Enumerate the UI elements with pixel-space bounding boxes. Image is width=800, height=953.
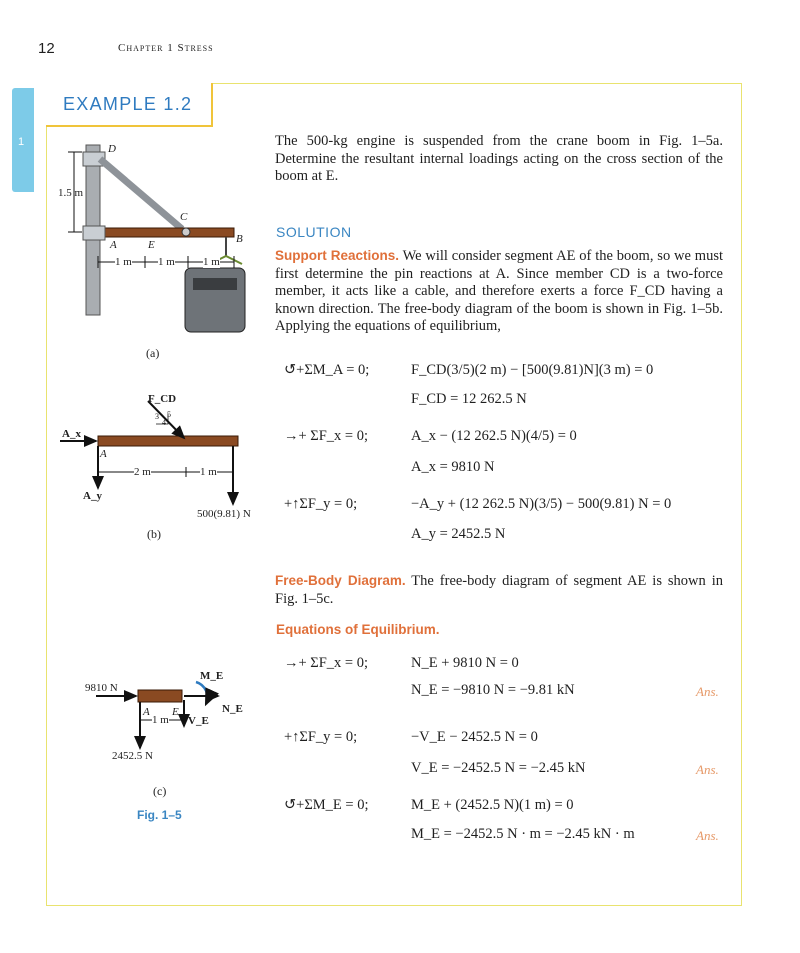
me-moment-arrow — [196, 682, 207, 704]
label-b: B — [236, 233, 243, 245]
tri-4: 4 — [162, 418, 166, 427]
label-a-b: A — [100, 448, 107, 460]
fcd-arrow — [148, 401, 184, 438]
dim-1m: 1 m — [200, 466, 217, 478]
engine-detail — [193, 278, 237, 290]
label-ay: A_y — [83, 490, 102, 502]
support-reactions-text: We will consider segment AE of the boom, so we must first determine the pin reactions at A. Since member CD is a two-force member, it acts like a cable, and therefore exerts a force F_CD having a known direction. The free-body diagram of the boom is shown in Fig. 1–5b. Applying the equations of equilibrium, — [275, 248, 723, 334]
chapter-tab-number: 1 — [18, 136, 25, 148]
dim-2m: 2 m — [134, 466, 151, 478]
eq2-fy-label: +↑ΣF_y = 0; — [284, 729, 358, 745]
label-ve: V_E — [188, 715, 209, 727]
dim-2-label: 1 m — [158, 256, 175, 268]
label-fcd: F_CD — [148, 393, 177, 405]
pin-a — [83, 226, 105, 240]
label-ax: A_x — [62, 428, 81, 440]
label-e: E — [148, 239, 155, 251]
eq-moment-a-label: ↺+ΣM_A = 0; — [284, 362, 370, 378]
label-9810: 9810 N — [85, 682, 118, 694]
support-reactions-title: Support Reactions. — [275, 248, 399, 263]
fbd-title: Free-Body Diagram. — [275, 573, 406, 588]
eq-ay-result: A_y = 2452.5 N — [411, 526, 506, 542]
eq-fx-label: →+ ΣF_x = 0; — [284, 428, 369, 444]
label-e-c: E — [172, 706, 179, 718]
page-number: 12 — [38, 40, 55, 57]
dim-3-label: 1 m — [203, 256, 220, 268]
example-label: EXAMPLE 1.2 — [63, 94, 193, 114]
eq-fy-label: +↑ΣF_y = 0; — [284, 496, 358, 512]
answer-mark: Ans. — [696, 762, 719, 777]
member-cd — [100, 159, 182, 229]
boom — [98, 228, 234, 237]
figure-caption: Fig. 1–5 — [137, 808, 182, 822]
answer-mark: Ans. — [696, 828, 719, 843]
label-d: D — [108, 143, 116, 155]
caption-a: (a) — [146, 346, 160, 360]
dim-height-label: 1.5 m — [58, 187, 84, 199]
eq2-me-result: M_E = −2452.5 N · m = −2.45 kN · m — [411, 826, 635, 842]
fbd-text: The free-body diagram of segment AE is shown in Fig. 1–5c. — [275, 573, 723, 607]
tri-5: 5 — [167, 410, 171, 419]
figure-a-crane — [68, 145, 245, 332]
chapter-title: Chapter 1 Stress — [118, 42, 214, 54]
eq-fy: −A_y + (12 262.5 N)(3/5) − 500(9.81) N = 0 — [411, 496, 672, 512]
problem-text: The 500-kg engine is suspended from the crane boom in Fig. 1–5a. Determine the resultant internal loadings acting on the cross section of the boom at E. — [275, 133, 723, 184]
eq2-m-label: ↺+ΣM_E = 0; — [284, 797, 369, 813]
solution-heading: SOLUTION — [276, 224, 352, 240]
eq-fx: A_x − (12 262.5 N)(4/5) = 0 — [411, 428, 577, 444]
answer-mark: Ans. — [696, 684, 719, 699]
label-ne: N_E — [222, 703, 243, 715]
label-a-c: A — [143, 706, 150, 718]
pin-c — [182, 228, 190, 236]
eq2-ne-result: N_E = −9810 N = −9.81 kN — [411, 682, 575, 698]
dim-c: 1 m — [152, 714, 169, 726]
caption-c: (c) — [153, 784, 167, 798]
label-a: A — [110, 239, 117, 251]
equilibrium-heading: Equations of Equilibrium. — [276, 622, 440, 637]
label-c: C — [180, 211, 188, 223]
figure-b-fbd — [60, 401, 238, 504]
segment-ae — [138, 690, 182, 702]
engine — [185, 268, 245, 332]
eq2-fx-label: →+ ΣF_x = 0; — [284, 655, 369, 671]
eq2-ve-result: V_E = −2452.5 N = −2.45 kN — [411, 760, 586, 776]
label-me: M_E — [200, 670, 224, 682]
boom-b — [98, 436, 238, 446]
eq-ax-result: A_x = 9810 N — [411, 459, 495, 475]
eq-moment-a: F_CD(3/5)(2 m) − [500(9.81)N](3 m) = 0 — [411, 362, 654, 378]
eq2-me: M_E + (2452.5 N)(1 m) = 0 — [411, 797, 574, 813]
tri-3: 3 — [155, 412, 159, 421]
eq2-ne: N_E + 9810 N = 0 — [411, 655, 519, 671]
caption-b: (b) — [147, 527, 161, 541]
label-2452: 2452.5 N — [112, 750, 153, 762]
eq2-ve: −V_E − 2452.5 N = 0 — [411, 729, 538, 745]
label-load: 500(9.81) N — [197, 508, 251, 520]
eq-fcd-result: F_CD = 12 262.5 N — [411, 391, 527, 407]
dim-1-label: 1 m — [115, 256, 132, 268]
